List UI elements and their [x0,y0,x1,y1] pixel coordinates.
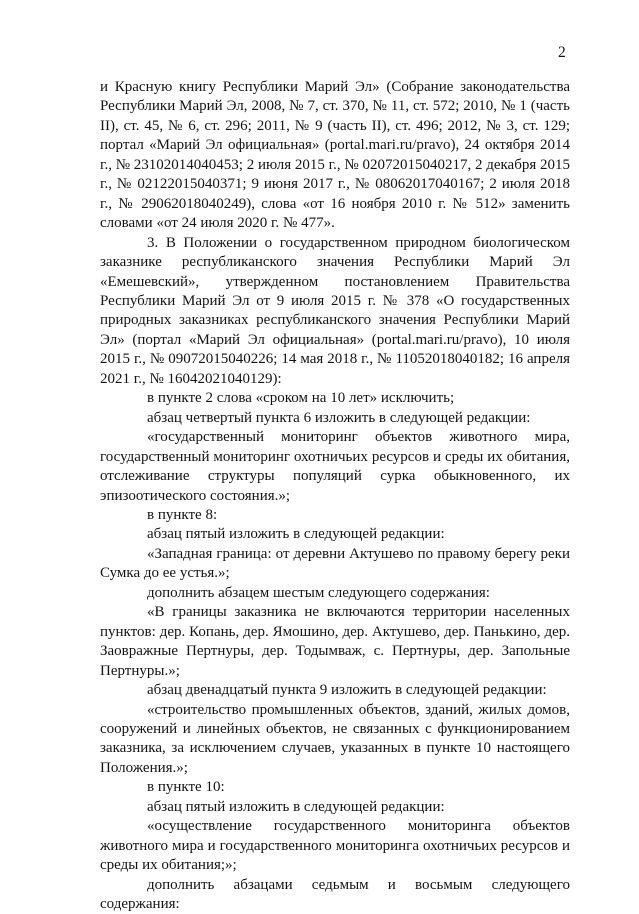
paragraph-9: дополнить абзацем шестым следующего содержания: [147,584,490,601]
paragraph-2: 3. В Положении о государственном природном биологическом заказнике республиканского значения Республики Марий Эл «Емешевский», утвержденном постановлением Правительства Республики Марий Эл от 9 июля 2015 г. № 378 «О государственных природных заказниках республиканского значения Республики Марий Эл» (портал «Марий Эл официальная» (portal.mari.ru/pravo), 10 июля 2015 г., № 09072015040226; 14 мая 2018 г., № 11052018040182; 16 апреля 2021 г., № 16042021040129): [100,234,570,387]
paragraph-13: в пункте 10: [147,779,225,796]
paragraph-5: «государственный мониторинг объектов животного мира, государственный мониторинг охотничьих ресурсов и среды их обитания, отслеживание структуры популяций сурка обыкновенного, их эпизоотического состояния.»; [100,429,570,504]
page-number: 2 [558,44,566,61]
paragraph-1: и Красную книгу Республики Марий Эл» (Собрание законодательства Республики Марий Эл, 2008, № 7, ст. 370, № 11, ст. 572; 2010, № 1 (часть II), ст. 45, № 6, ст. 296; 2011, № 9 (часть II), ст. 496; 2012, № 3, ст. 129; портал «Марий Эл официальная» (portal.mari.ru/pravo), 24 октября 2014 г., № 23102014040453; 2 июля 2015 г., № 02072015040217, 2 декабря 2015 г., № 02122015040371; 9 июня 2017 г., № 08062017040167; 2 июля 2018 г., № 29062018040249), слова «от 16 ноября 2010 г. № 512» заменить словами «от 24 июля 2020 г. № 477». [100,79,570,232]
document-body [100,78,570,914]
paragraph-15: «осуществление государственного мониторинга объектов животного мира и государственного мониторинга охотничьих ресурсов и среды их обитания;»; [100,818,570,874]
paragraph-7: абзац пятый изложить в следующей редакции: [147,526,445,543]
paragraph-8: «Западная граница: от деревни Актушево по правому берегу реки Сумка до ее устья.»; [100,545,570,582]
paragraph-4: абзац четвертый пункта 6 изложить в следующей редакции: [147,409,531,426]
paragraph-11: абзац двенадцатый пункта 9 изложить в следующей редакции: [147,682,547,699]
paragraph-14: абзац пятый изложить в следующей редакции: [147,798,445,815]
paragraph-16: дополнить абзацами седьмым и восьмым следующего содержания: [100,876,570,913]
paragraph-3: в пункте 2 слова «сроком на 10 лет» исключить; [147,390,455,407]
paragraph-12: «строительство промышленных объектов, зданий, жилых домов, сооружений и линейных объектов, не связанных с функционированием заказника, за исключением случаев, указанных в пункте 10 настоящего Положения.»; [100,701,570,776]
paragraph-6: в пункте 8: [147,506,218,523]
paragraph-10: «В границы заказника не включаются территории населенных пунктов: дер. Копань, дер. Ямошино, дер. Актушево, дер. Панькино, дер. Заовражные Пертнуры, дер. Тодымваж, с. Пертнуры, дер. Запольные Пертнуры.»; [100,604,570,679]
